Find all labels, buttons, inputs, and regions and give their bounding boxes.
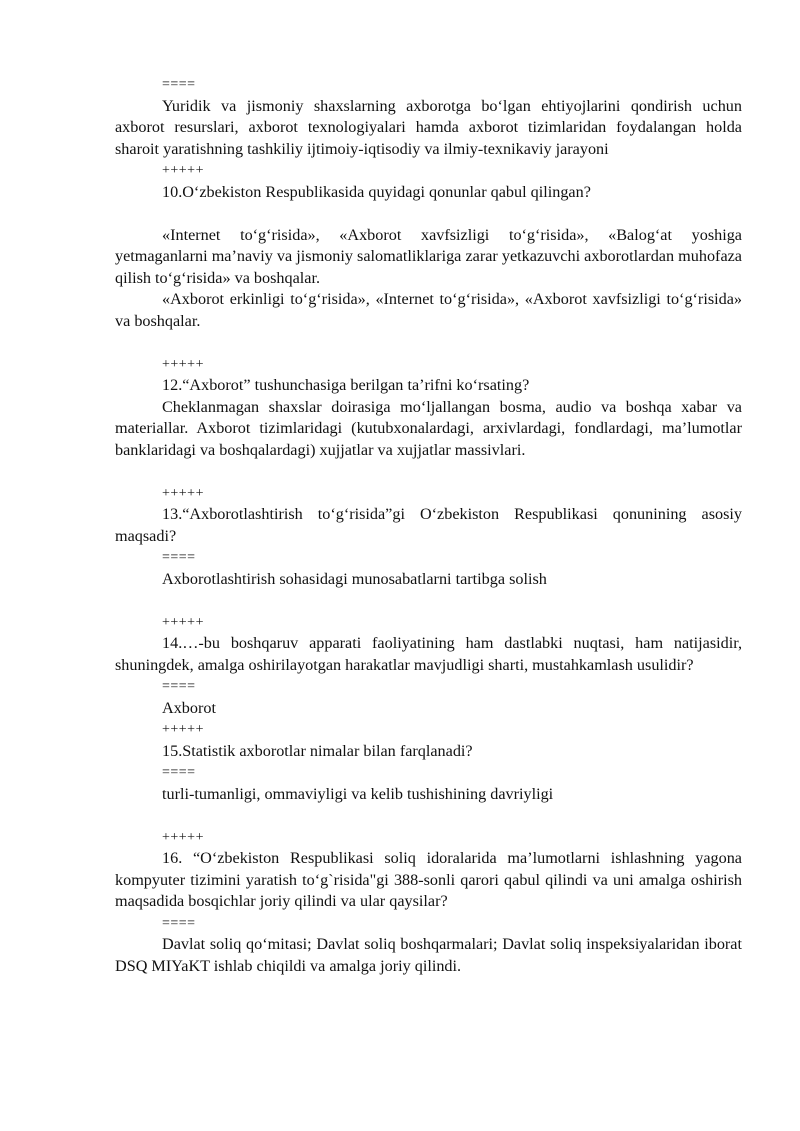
paragraph: 12.“Axborot” tushunchasiga berilgan ta’rifni ko‘rsating? <box>162 376 530 394</box>
blank-line <box>115 590 742 612</box>
paragraph: turli-tumanligi, ommaviyligi va kelib tushishining davriyligi <box>162 784 554 803</box>
paragraph: 16. “O‘zbekiston Respublikasi soliq idoralarida ma’lumotlarni ishlashning yagona kompyuter tizimini yaratish to‘g`risida"gi 388-sonli qarori qabul qilindi va uni amalga oshirish maqsadida bosqichlar joriy qilindi va ular qaysilar? <box>115 849 742 910</box>
paragraph: 10.O‘zbekiston Respublikasida quyidagi qonunlar qabul qilingan? <box>162 182 591 201</box>
paragraph: 14.…-bu boshqaruv apparati faoliyatining ham dastlabki nuqtasi, ham natijasidir, shuningdek, amalga oshirilayotgan harakatlar mavjudligi sharti, mustahkamlash usulidir? <box>115 634 742 674</box>
paragraph: 13.“Axborotlashtirish to‘g‘risida”gi O‘zbekiston Respublikasi qonunining asosiy maqsadi? <box>115 505 742 545</box>
separator-marker: ==== <box>162 550 196 565</box>
separator-marker: +++++ <box>162 829 204 845</box>
paragraph: Cheklanmagan shaxslar doirasiga mo‘ljallangan bosma, audio va boshqa xabar va materiallar. Axborot tizimlaridagi (kutubxonalardagi, arxivlardagi, fondlardagi, ma’lumotlar banklaridagi va boshqalardagi) xujjatlar va xujjatlar massivlari. <box>115 397 742 459</box>
separator-marker: ==== <box>162 77 196 92</box>
separator-marker: +++++ <box>162 485 204 501</box>
blank-line <box>115 805 742 827</box>
separator-marker: ==== <box>162 765 196 780</box>
blank-line <box>115 461 742 483</box>
paragraph: «Axborot erkinligi to‘g‘risida», «Internet to‘g‘risida», «Axborot xavfsizligi to‘g‘risida» va boshqalar. <box>115 290 742 330</box>
separator-marker: +++++ <box>162 614 204 630</box>
paragraph: Davlat soliq qo‘mitasi; Davlat soliq boshqarmalari; Davlat soliq inspeksiyalaridan iborat DSQ MIYaKT ishlab chiqildi va amalga joriy qilindi. <box>115 935 742 975</box>
paragraph: «Internet to‘g‘risida», «Axborot xavfsizligi to‘g‘risida», «Balog‘at yoshiga yetmaganlarni ma’naviy va jismoniy salomatliklariga zarar yetkazuvchi axborotlardan muhofaza qilish to‘g‘risida» va boshqalar. <box>115 225 742 287</box>
separator-marker: ==== <box>162 915 196 931</box>
separator-marker: +++++ <box>162 722 204 737</box>
separator-marker: ==== <box>162 679 196 694</box>
document-body <box>115 74 742 977</box>
paragraph: 15.Statistik axborotlar nimalar bilan farqlanadi? <box>162 741 473 760</box>
blank-line <box>115 332 742 354</box>
paragraph: Axborot <box>162 698 216 717</box>
document-page <box>115 74 742 977</box>
separator-marker: +++++ <box>162 163 204 178</box>
blank-line <box>115 203 742 225</box>
separator-marker: +++++ <box>162 356 204 372</box>
paragraph: Axborotlashtirish sohasidagi munosabatlarni tartibga solish <box>162 569 547 588</box>
paragraph: Yuridik va jismoniy shaxslarning axborotga bo‘lgan ehtiyojlarini qondirish uchun axborot resurslari, axborot texnologiyalari hamda axborot tizimlaridan foydalangan holda sharoit yaratishning tashkiliy ijtimoiy-iqtisodiy va ilmiy-texnikaviy jarayoni <box>115 96 742 158</box>
